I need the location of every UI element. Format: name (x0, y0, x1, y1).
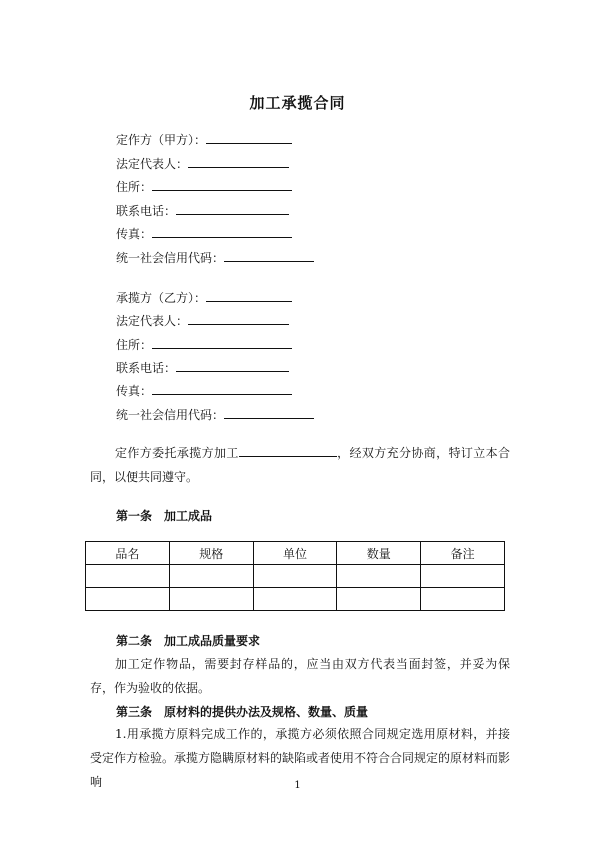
article-number: 第二条 (116, 634, 153, 648)
intro-paragraph (90, 441, 510, 489)
table-row (86, 565, 505, 588)
field-label: 联系电话： (116, 361, 177, 375)
fill-blank[interactable] (188, 312, 289, 325)
table-header-cell: 数量 (337, 542, 421, 565)
field-label: 传真： (116, 384, 153, 398)
article-number: 第三条 (116, 705, 153, 719)
table-cell[interactable] (253, 588, 337, 611)
intro-text-after: ，经双方充分协商，特订立本合同，以便共同遵守。 (90, 446, 510, 484)
party-a-address-row (116, 178, 292, 194)
party-a-phone-row (116, 202, 289, 218)
product-table (85, 541, 505, 611)
party-a-name-row (116, 131, 292, 147)
field-label: 法定代表人： (116, 157, 189, 171)
table-row (86, 588, 505, 611)
fill-blank[interactable] (152, 336, 292, 349)
table-cell[interactable] (421, 565, 505, 588)
field-label: 统一社会信用代码： (116, 251, 225, 265)
table-cell[interactable] (337, 565, 421, 588)
table-cell[interactable] (421, 588, 505, 611)
fill-blank[interactable] (224, 406, 314, 419)
fill-blank[interactable] (152, 382, 292, 395)
field-label: 定作方（甲方）： (116, 133, 207, 147)
table-cell[interactable] (337, 588, 421, 611)
fill-blank[interactable] (206, 289, 292, 302)
fill-blank[interactable] (176, 359, 289, 372)
party-b-representative-row (116, 312, 289, 328)
article-number: 第一条 (116, 509, 153, 523)
party-b-phone-row (116, 359, 289, 375)
page-number: 1 (294, 780, 301, 791)
party-b-credit-code-row (116, 406, 314, 422)
article-3-text: 1.用承揽方原料完成工作的，承揽方必须依照合同规定选用原材料，并接受定作方检验。承揽方隐瞒原材料的缺陷或者使用不符合合同规定的原材料而影响 (90, 727, 511, 789)
table-cell[interactable] (169, 588, 253, 611)
table-header-cell: 品名 (86, 542, 170, 565)
fill-blank[interactable] (224, 249, 314, 262)
table-cell[interactable] (169, 565, 253, 588)
field-label: 联系电话： (116, 204, 177, 218)
table-cell[interactable] (253, 565, 337, 588)
article-2-text: 加工定作物品，需要封存样品的，应当由双方代表当面封签，并妥为保存，作为验收的依据。 (90, 657, 510, 695)
party-b-name-row (116, 289, 292, 305)
product-blank[interactable] (239, 444, 337, 457)
article-title: 加工成品 (164, 509, 213, 523)
table-header-cell: 规格 (169, 542, 253, 565)
intro-text-before: 定作方委托承揽方加工 (115, 446, 239, 460)
table-header-cell: 备注 (421, 542, 505, 565)
party-a-fax-row (116, 225, 292, 241)
article-2-heading (116, 633, 260, 649)
field-label: 住所： (116, 338, 153, 352)
document-title: 加工承揽合同 (249, 94, 346, 112)
table-header-row (86, 542, 505, 565)
field-label: 承揽方（乙方）： (116, 291, 207, 305)
table-header-cell: 单位 (253, 542, 337, 565)
article-3-heading (116, 704, 368, 720)
table-cell[interactable] (86, 565, 170, 588)
article-title: 加工成品质量要求 (164, 634, 261, 648)
fill-blank[interactable] (176, 202, 289, 215)
fill-blank[interactable] (188, 155, 289, 168)
party-a-representative-row (116, 155, 289, 171)
fill-blank[interactable] (152, 178, 292, 191)
fill-blank[interactable] (152, 225, 292, 238)
party-b-fax-row (116, 382, 292, 398)
table-cell[interactable] (86, 588, 170, 611)
fill-blank[interactable] (206, 131, 292, 144)
field-label: 统一社会信用代码： (116, 408, 225, 422)
field-label: 法定代表人： (116, 314, 189, 328)
field-label: 住所： (116, 180, 153, 194)
article-title: 原材料的提供办法及规格、数量、质量 (164, 705, 369, 719)
party-a-credit-code-row (116, 249, 314, 265)
field-label: 传真： (116, 227, 153, 241)
article-1-heading (116, 508, 212, 524)
party-b-address-row (116, 336, 292, 352)
